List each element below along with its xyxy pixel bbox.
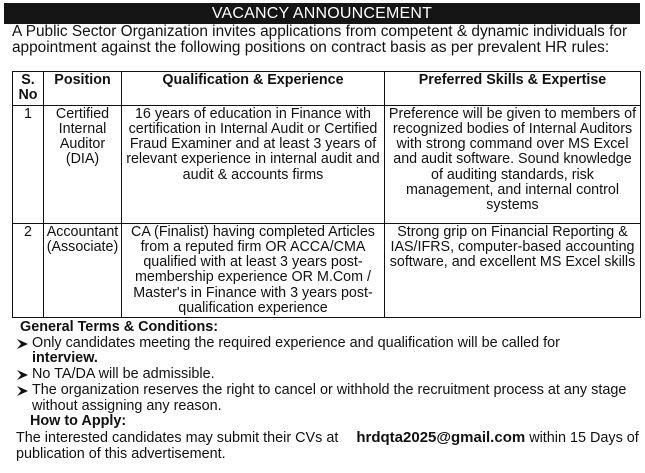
- list-item: [16, 336, 640, 367]
- row-position: Certified Internal Auditor (DIA): [44, 105, 122, 223]
- header-position: Position: [44, 72, 122, 106]
- list-item: [16, 383, 640, 414]
- vacancy-table: [12, 71, 641, 318]
- table-row: [13, 105, 641, 223]
- contact-email[interactable]: hrdqta2025@gmail.com: [356, 428, 526, 446]
- apply-paragraph: [16, 430, 640, 462]
- term-text: The organization reserves the right to cancel or withhold the recruitment process at any stage without assigning any reason.: [32, 381, 627, 414]
- row-sno: 2: [13, 223, 44, 318]
- term-text-bold: interview.: [32, 350, 98, 367]
- row-qualification: CA (Finalist) having completed Articles from a reputed firm OR ACCA/CMA qualified with at least 3 years post-membership experience OR M.Com / Master's in Finance with 3 years post-qualification experience: [122, 223, 385, 318]
- terms-heading: General Terms & Conditions:: [20, 319, 219, 335]
- table-row: [13, 223, 641, 318]
- terms-section: [16, 320, 640, 462]
- header-sno: S. No: [13, 72, 44, 106]
- row-skills: Preference will be given to members of recognized bodies of Internal Auditors with strong command over MS Excel and audit software. Sound knowledge of auditing standards, risk management, and internal control systems: [385, 105, 641, 223]
- intro-paragraph: A Public Sector Organization invites applications from competent & dynamic individuals for appointment against the following positions on contract basis as per prevalent HR rules:: [12, 23, 628, 56]
- apply-heading: How to Apply:: [30, 413, 127, 430]
- term-text: Only candidates meeting the required experience and qualification will be called for: [32, 334, 560, 351]
- header-qualification: Qualification & Experience: [122, 72, 385, 106]
- arrow-bullet-icon: [16, 338, 30, 350]
- row-skills: Strong grip on Financial Reporting & IAS/IFRS, computer-based accounting software, and excellent MS Excel skills: [385, 223, 641, 318]
- header-skills: Preferred Skills & Expertise: [385, 72, 641, 106]
- apply-text-before: The interested candidates may submit their CVs at: [16, 429, 339, 446]
- row-position: Accountant (Associate): [44, 223, 122, 318]
- row-qualification: 16 years of education in Finance with certification in Internal Audit or Certified Fraud Examiner and at least 3 years of relevant experience in internal audit and audit & accounts firms: [122, 105, 385, 223]
- term-text: No TA/DA will be admissible.: [32, 366, 215, 383]
- table-header-row: [13, 72, 641, 106]
- arrow-bullet-icon: [16, 369, 30, 381]
- list-item: [16, 367, 640, 383]
- arrow-bullet-icon: [16, 385, 30, 397]
- row-sno: 1: [13, 105, 44, 223]
- apply-text-after: within 15 Days of publication of this advertisement.: [16, 429, 639, 462]
- announcement-title: VACANCY ANNOUNCEMENT: [4, 3, 640, 24]
